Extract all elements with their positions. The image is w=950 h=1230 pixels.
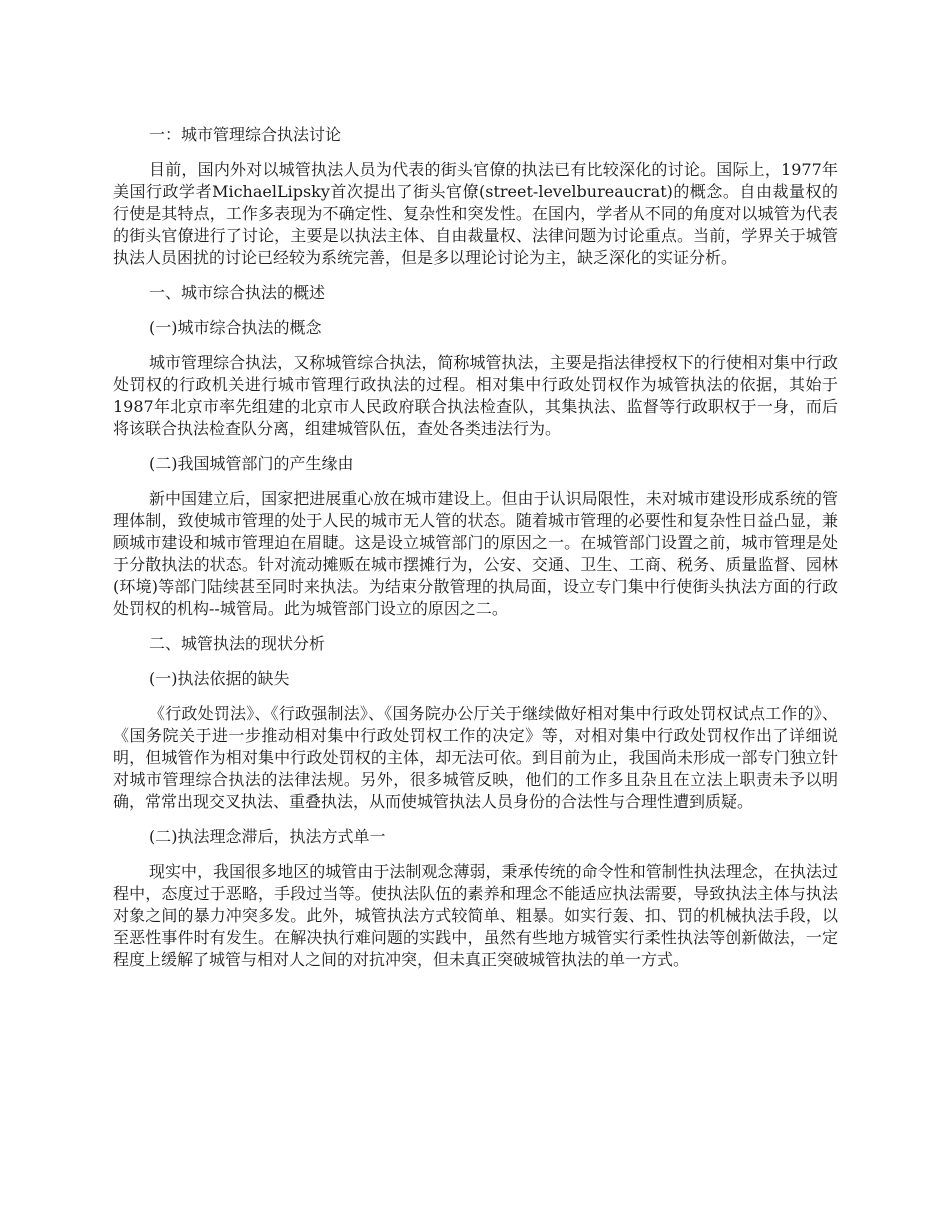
body-paragraph: 现实中，我国很多地区的城管由于法制观念薄弱，秉承传统的命令性和管制性执法理念，在执法过程中，态度过于恶略，手段过当等。使执法队伍的素养和理念不能适应执法需要，导致执法主体与执法对象之间的暴力冲突多发。此外，城管执法方式较简单、粗暴。如实行轰、扣、罚的机械执法手段，以至恶性事件时有发生。在解决执行难问题的实践中，虽然有些地方城管实行柔性执法等创新做法，一定程度上缓解了城管与相对人之间的对抗冲突，但未真正突破城管执法的单一方式。 (113, 862, 838, 969)
body-paragraph: 目前，国内外对以城管执法人员为代表的街头官僚的执法已有比较深化的讨论。国际上，1977年美国行政学者MichaelLipsky首次提出了街头官僚(street-levelbureaucrat)的概念。自由裁量权的行使是其特点，工作多表现为不确定性、复杂性和突发性。在国内，学者从不同的角度对以城管为代表的街头官僚进行了讨论，主要是以执法主体、自由裁量权、法律问题为讨论重点。当前，学界关于城管执法人员困扰的讨论已经较为系统完善，但是多以理论讨论为主，缺乏深化的实证分析。 (113, 160, 838, 267)
section-heading: 一：城市管理综合执法讨论 (149, 125, 342, 144)
body-paragraph: 新中国建立后，国家把进展重心放在城市建设上。但由于认识局限性，未对城市建设形成系统的管理体制，致使城市管理的处于人民的城市无人管的状态。随着城市管理的必要性和复杂性日益凸显，兼顾城市建设和城市管理迫在眉睫。这是设立城管部门的原因之一。在城管部门设置之前，城市管理是处于分散执法的状态。针对流动摊贩在城市摆摊行为，公安、交通、卫生、工商、税务、质量监督、园林(环境)等部门陆续甚至同时来执法。为结束分散管理的执局面，设立专门集中行使街头执法方面的行政处罚权的机构--城管局。此为城管部门设立的原因之二。 (113, 489, 838, 618)
body-paragraph: 《行政处罚法》、《行政强制法》、《国务院办公厅关于继续做好相对集中行政处罚权试点工作的》、《国务院关于进一步推动相对集中行政处罚权工作的决定》等，对相对集中行政处罚权作出了详细说明，但城管作为相对集中行政处罚权的主体，却无法可依。到目前为止，我国尚未形成一部专门独立针对城市管理综合执法的法律法规。另外，很多城管反映，他们的工作多且杂且在立法上职责未予以明确，常常出现交叉执法、重叠执法，从而使城管执法人员身份的合法性与合理性遭到质疑。 (113, 704, 838, 811)
subsection-heading: (二)执法理念滞后，执法方式单一 (149, 827, 386, 846)
section-heading: 二、城管执法的现状分析 (149, 634, 326, 653)
subsection-heading: (二)我国城管部门的产生缘由 (149, 454, 354, 473)
body-paragraph: 城市管理综合执法，又称城管综合执法，简称城管执法，主要是指法律授权下的行使相对集中行政处罚权的行政机关进行城市管理行政执法的过程。相对集中行政处罚权作为城管执法的依据，其始于1987年北京市率先组建的北京市人民政府联合执法检查队，其集执法、监督等行政职权于一身，而后将该联合执法检查队分离，组建城管队伍，查处各类违法行为。 (113, 353, 838, 438)
document-page (113, 124, 838, 984)
subsection-heading: (一)执法依据的缺失 (149, 669, 290, 688)
section-heading: 一、城市综合执法的概述 (149, 283, 326, 302)
subsection-heading: (一)城市综合执法的概念 (149, 318, 322, 337)
